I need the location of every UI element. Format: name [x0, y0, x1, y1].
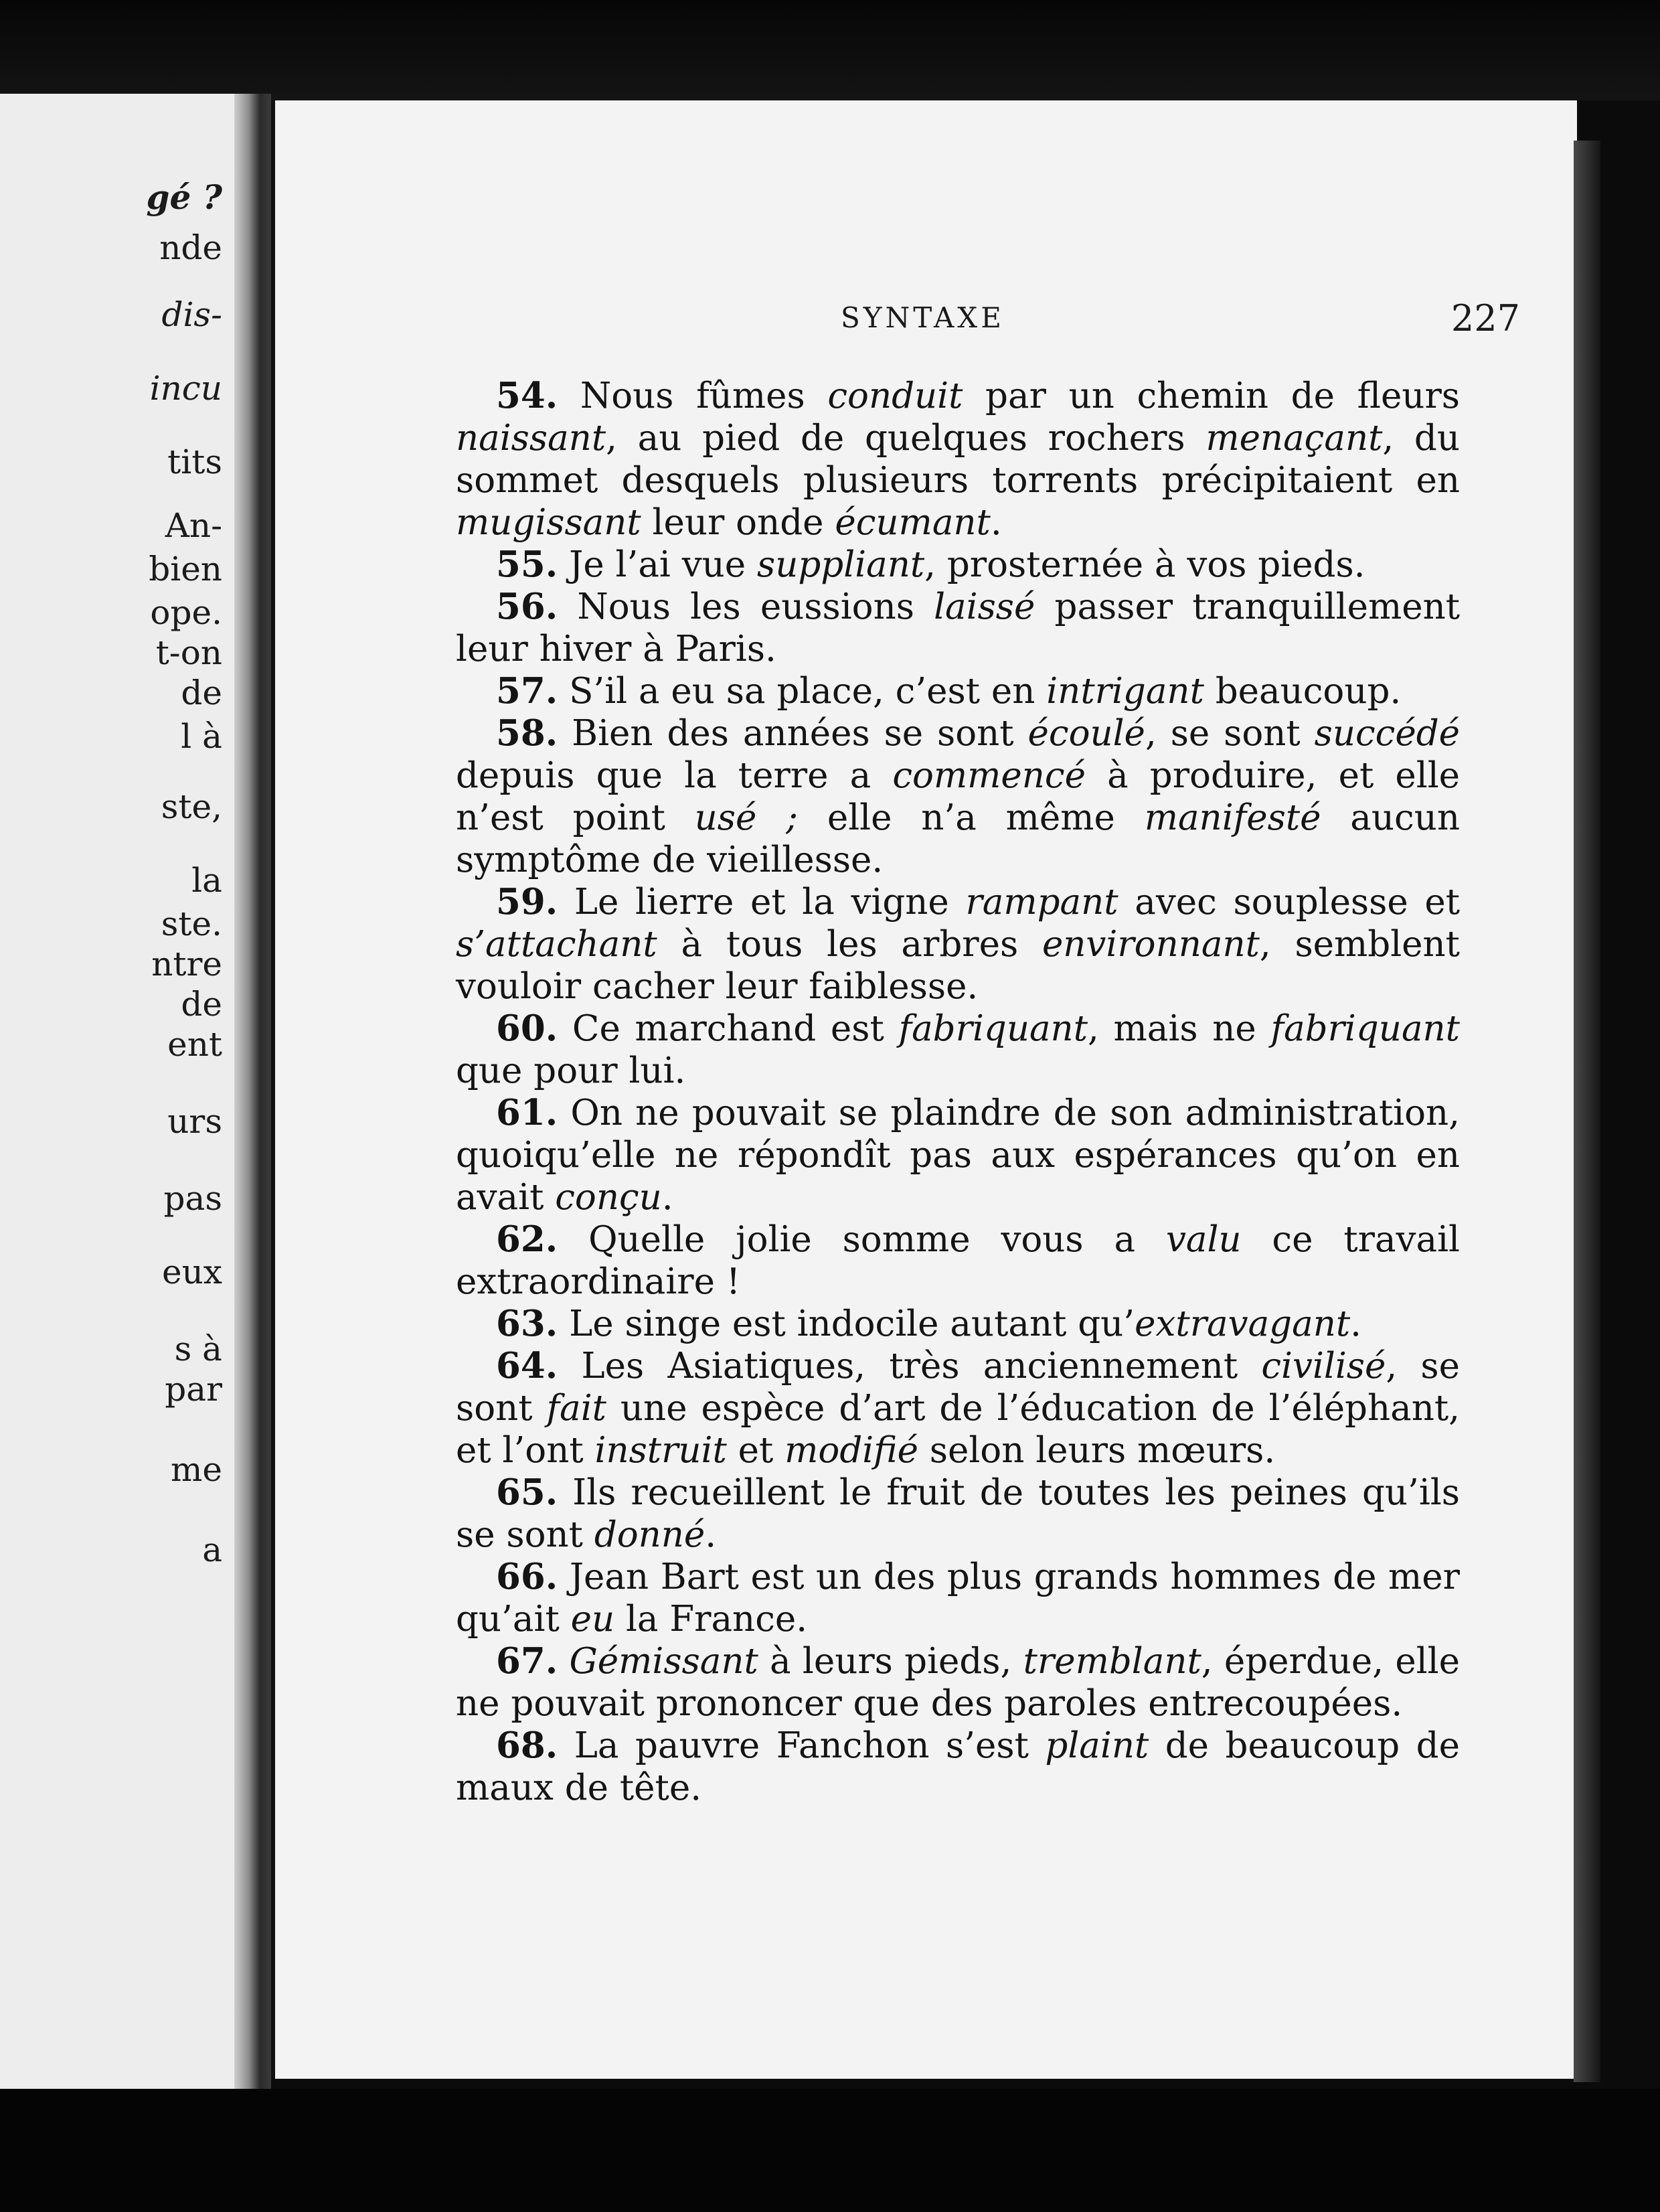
- running-head: SYNTAXE: [841, 301, 1005, 334]
- exercise-item: [456, 1556, 1460, 1640]
- sentence-text: la France.: [614, 1599, 808, 1640]
- italic-word: écoulé: [1027, 713, 1145, 754]
- italic-word: menaçant: [1206, 418, 1383, 459]
- exercise-number: 62.: [496, 1218, 558, 1260]
- sentence-text: Ils recueillent le fruit de toutes les peines qu’ils se sont: [456, 1472, 1460, 1555]
- italic-word: usé ;: [694, 797, 799, 838]
- exercise-item: [456, 1725, 1460, 1809]
- sentence-text: passer tranquillement leur hiver à Paris.: [456, 586, 1460, 669]
- exercise-number: 66.: [496, 1556, 558, 1597]
- italic-word: instruit: [594, 1430, 727, 1471]
- sentence-text: La pauvre Fanchon s’est: [574, 1725, 1046, 1766]
- italic-word: civilisé: [1261, 1346, 1386, 1387]
- sentence-text: à produire, et elle n’est point: [456, 755, 1461, 838]
- left-page-line-fragment: me: [170, 1450, 222, 1489]
- left-page-line-fragment: ntre: [151, 945, 222, 983]
- exercise-item: [456, 1303, 1460, 1345]
- exercise-number: 59.: [496, 881, 558, 923]
- exercise-item: [456, 1092, 1460, 1218]
- sentence-text: Nous les eussions: [577, 586, 934, 627]
- exercise-number: 56.: [496, 586, 558, 627]
- left-page-line-fragment: l à: [181, 717, 222, 756]
- left-page-line-fragment: de: [181, 674, 222, 712]
- left-page-line-fragment: ent: [167, 1025, 222, 1064]
- italic-word: fait: [546, 1388, 606, 1429]
- sentence-text: à tous les arbres: [657, 924, 1042, 965]
- left-page-line-fragment: tits: [167, 443, 222, 481]
- italic-word: intrigant: [1046, 671, 1204, 712]
- exercise-number: 54.: [496, 375, 558, 416]
- left-page-line-fragment: urs: [167, 1102, 222, 1141]
- sentence-text: une espèce d’art de l’éducation de l’éléphant, et l’ont: [456, 1388, 1460, 1471]
- left-page-line-fragment: t-on: [155, 633, 222, 672]
- book-gutter: [234, 94, 271, 2089]
- page-number: 227: [1450, 297, 1520, 339]
- italic-word: tremblant: [1023, 1641, 1201, 1682]
- sentence-text: leur onde: [641, 502, 835, 543]
- left-page-line-fragment: a: [202, 1530, 222, 1569]
- italic-word: plaint: [1045, 1725, 1149, 1766]
- italic-word: fabriquant: [898, 1008, 1088, 1049]
- left-page-line-fragment: pas: [163, 1179, 222, 1218]
- sentence-text: aucun symptôme de vieillesse.: [456, 797, 1460, 880]
- exercise-number: 58.: [496, 712, 558, 754]
- exercise-number: 67.: [496, 1640, 558, 1682]
- left-page-line-fragment: dis-: [161, 295, 222, 334]
- exercise-item: [456, 586, 1460, 670]
- sentence-text: beaucoup.: [1204, 671, 1402, 712]
- sentence-text: selon leurs mœurs.: [918, 1430, 1276, 1471]
- exercise-number: 61.: [496, 1092, 558, 1133]
- exercise-item: [456, 670, 1460, 712]
- exercise-number: 63.: [496, 1303, 558, 1344]
- italic-word: mugissant: [456, 502, 641, 543]
- left-page-line-fragment: par: [165, 1370, 222, 1409]
- italic-word: succédé: [1314, 713, 1460, 754]
- sentence-text: que pour lui.: [456, 1050, 686, 1091]
- sentence-text: S’il a eu sa place, c’est en: [569, 671, 1047, 712]
- left-page-line-fragment: eux: [162, 1253, 222, 1291]
- page-header: [275, 297, 1577, 348]
- italic-word: donné: [594, 1514, 706, 1555]
- sentence-text: , éperdue, elle ne pouvait prononcer que des paroles entrecoupées.: [456, 1641, 1460, 1724]
- sentence-text: Jean Bart est un des plus grands hommes de mer qu’ait: [456, 1557, 1460, 1640]
- italic-word: extravagant: [1135, 1304, 1351, 1344]
- sentence-text: Quelle jolie somme vous a: [588, 1219, 1166, 1260]
- sentence-text: .: [990, 502, 1002, 543]
- exercise-item: [456, 544, 1460, 586]
- left-page-line-fragment: ste.: [161, 904, 222, 943]
- sentence-text: , mais ne: [1088, 1008, 1271, 1049]
- sentence-text: Le lierre et la vigne: [574, 882, 966, 923]
- exercise-number: 68.: [496, 1725, 558, 1766]
- sentence-text: , semblent vouloir cacher leur faiblesse.: [456, 924, 1460, 1007]
- italic-word: naissant: [456, 418, 606, 459]
- scanner-background-top: [0, 0, 1660, 100]
- exercise-item: [456, 1345, 1460, 1472]
- left-page-line-fragment: bien: [149, 550, 222, 588]
- sentence-text: à leurs pieds,: [758, 1641, 1023, 1682]
- sentence-text: .: [1350, 1304, 1362, 1344]
- italic-word: Gémissant: [569, 1641, 758, 1682]
- exercise-number: 57.: [496, 670, 558, 712]
- sentence-text: elle n’a même: [798, 797, 1145, 838]
- exercise-number: 60.: [496, 1008, 558, 1049]
- italic-word: écumant: [835, 502, 991, 543]
- italic-word: laissé: [934, 586, 1035, 627]
- italic-word: conçu: [555, 1177, 662, 1218]
- sentence-text: , prosternée à vos pieds.: [924, 544, 1365, 585]
- sentence-text: par un chemin de fleurs: [963, 376, 1460, 416]
- italic-word: suppliant: [757, 544, 925, 585]
- italic-word: modifié: [784, 1430, 918, 1471]
- exercise-item: [456, 881, 1460, 1008]
- sentence-text: de beaucoup de maux de tête.: [456, 1725, 1460, 1808]
- sentence-text: Je l’ai vue: [569, 544, 758, 585]
- sentence-text: Ce marchand est: [572, 1008, 899, 1049]
- sentence-text: Nous fûmes: [580, 376, 828, 416]
- sentence-text: Les Asiatiques, très anciennement: [581, 1346, 1262, 1387]
- sentence-text: depuis que la terre a: [456, 755, 893, 796]
- exercise-item: [456, 1008, 1460, 1092]
- left-page-line-fragment: s à: [174, 1330, 222, 1368]
- exercise-item: [456, 1640, 1460, 1725]
- left-page-line-fragment: An-: [165, 506, 222, 545]
- italic-word: valu: [1165, 1219, 1242, 1260]
- exercise-item: [456, 1218, 1460, 1303]
- italic-word: commencé: [892, 755, 1086, 796]
- italic-word: conduit: [827, 376, 963, 416]
- sentence-text: .: [661, 1177, 673, 1218]
- sentence-text: ce travail extraordinaire !: [456, 1219, 1460, 1302]
- exercise-number: 55.: [496, 544, 558, 585]
- sentence-text: , se sont: [1145, 713, 1315, 754]
- exercise-number: 64.: [496, 1345, 558, 1387]
- previous-page-fragment: [0, 94, 236, 2089]
- exercise-number: 65.: [496, 1472, 558, 1513]
- exercise-item: [456, 375, 1460, 544]
- italic-word: fabriquant: [1270, 1008, 1460, 1049]
- exercise-item: [456, 1472, 1460, 1556]
- left-page-line-fragment: gé ?: [146, 177, 222, 217]
- left-page-line-fragment: nde: [159, 228, 222, 267]
- italic-word: eu: [570, 1599, 615, 1640]
- exercise-item: [456, 712, 1460, 881]
- left-page-line-fragment: de: [181, 985, 222, 1024]
- italic-word: s’attachant: [456, 924, 657, 965]
- scanner-background-bottom: [0, 2089, 1660, 2212]
- book-page: [271, 100, 1577, 2079]
- page-edge-shadow: [1574, 141, 1600, 2082]
- sentence-text: et: [726, 1430, 785, 1471]
- exercise-list: [456, 375, 1460, 1809]
- left-page-line-fragment: incu: [149, 369, 222, 408]
- left-page-line-fragment: ste,: [161, 787, 222, 826]
- italic-word: environnant: [1042, 924, 1260, 965]
- sentence-text: , du sommet desquels plusieurs torrents précipitaient en: [456, 418, 1460, 501]
- sentence-text: , se sont: [456, 1346, 1460, 1429]
- sentence-text: Le singe est indocile autant qu’: [569, 1304, 1135, 1344]
- sentence-text: .: [705, 1514, 717, 1555]
- left-page-line-fragment: la: [191, 861, 222, 900]
- sentence-text: Bien des années se sont: [572, 713, 1028, 754]
- left-page-line-fragment: ope.: [150, 593, 222, 632]
- sentence-text: avec souplesse et: [1118, 882, 1460, 923]
- italic-word: rampant: [965, 882, 1118, 923]
- sentence-text: , au pied de quelques rochers: [606, 418, 1206, 459]
- italic-word: manifesté: [1144, 797, 1321, 838]
- sentence-text: On ne pouvait se plaindre de son administration, quoiqu’elle ne répondît pas aux espérances qu’on en avait: [456, 1093, 1460, 1218]
